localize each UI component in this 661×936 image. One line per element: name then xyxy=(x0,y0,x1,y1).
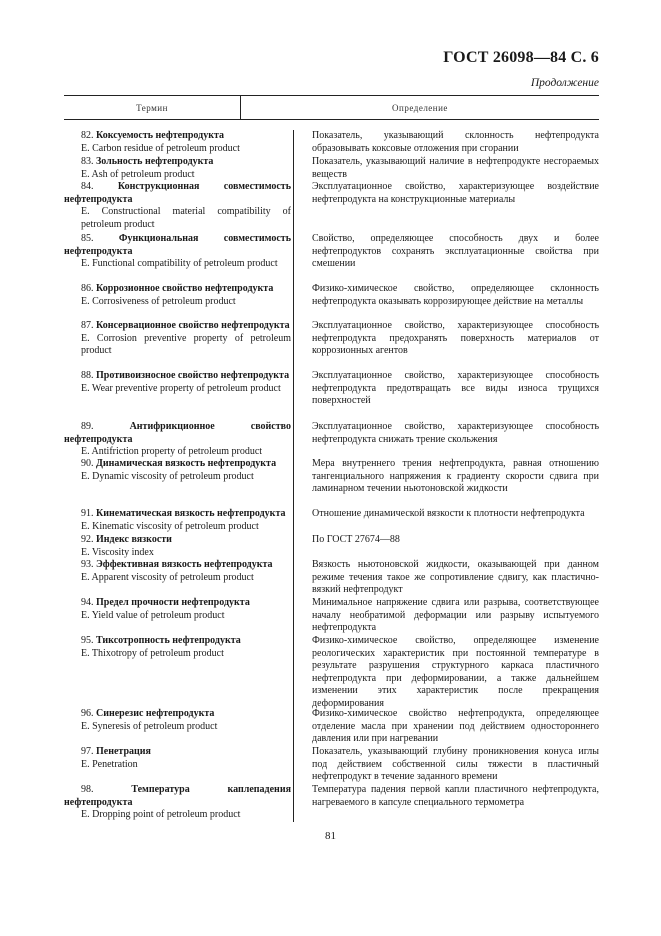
table-row xyxy=(64,597,599,635)
term-english: E. Ash of petroleum product xyxy=(81,168,195,180)
term-russian: Температура каплепадения нефтепродукта xyxy=(64,784,291,808)
definition-cell xyxy=(293,130,599,156)
definition-text: Вязкость ньютоновской жидкости, оказывающей при данном режиме течения такое же сопротивление сдвигу, как пластично-вязкий нефтепродукт xyxy=(312,559,599,595)
term-number: 84. xyxy=(81,181,94,192)
definition-cell xyxy=(293,458,599,508)
term-cell xyxy=(64,559,293,597)
term-cell xyxy=(64,130,293,156)
term-cell xyxy=(64,784,293,822)
table-header-rule xyxy=(64,119,599,120)
definition-text: Эксплуатационное свойство, характеризующее способность нефтепродукта предотвращать все виды износа трущихся поверхностей xyxy=(312,370,599,406)
continued-label: Продолжение xyxy=(530,77,599,89)
term-cell xyxy=(64,181,293,233)
term-number: 83. xyxy=(81,156,94,167)
table-row xyxy=(64,635,599,708)
table-row xyxy=(64,181,599,233)
definition-cell xyxy=(293,320,599,370)
term-english: E. Syneresis of petroleum product xyxy=(81,720,218,732)
definition-text: Показатель, указывающий склонность нефтепродукта образовывать коксовые отложения при сгорании xyxy=(312,130,599,154)
term-russian: Динамическая вязкость нефтепродукта xyxy=(96,458,277,469)
table-row xyxy=(64,233,599,283)
definition-cell xyxy=(293,156,599,181)
definition-cell xyxy=(293,597,599,635)
term-number: 91. xyxy=(81,508,94,519)
term-number: 88. xyxy=(81,370,94,381)
definition-cell xyxy=(293,283,599,320)
term-russian: Коксуемость нефтепродукта xyxy=(96,130,225,141)
standard-id: ГОСТ 26098—84 С. 6 xyxy=(443,49,599,66)
term-number: 86. xyxy=(81,283,94,294)
term-number: 97. xyxy=(81,746,94,757)
term-number: 92. xyxy=(81,534,94,545)
term-russian: Эффективная вязкость нефтепродукта xyxy=(96,559,273,570)
term-russian: Индекс вязкости xyxy=(96,534,172,545)
term-cell xyxy=(64,320,293,370)
table-row xyxy=(64,784,599,822)
definition-cell xyxy=(293,233,599,283)
term-cell xyxy=(64,635,293,708)
term-russian: Пенетрация xyxy=(96,746,151,757)
term-english: E. Kinematic viscosity of petroleum product xyxy=(81,520,259,532)
term-number: 90. xyxy=(81,458,94,469)
term-cell xyxy=(64,746,293,784)
definition-text: Отношение динамической вязкости к плотности нефтепродукта xyxy=(312,508,585,519)
definition-text: Физико-химическое свойство, определяющее изменение реологических характеристик при постоянной температуре в результате разрушения структурного каркаса пластичного нефтепродукта при деформировании, а также дальнейшем изменении этих характеристик после прекращения деформирования xyxy=(312,635,599,709)
table-row xyxy=(64,156,599,181)
term-cell xyxy=(64,534,293,559)
table-row xyxy=(64,534,599,559)
term-number: 82. xyxy=(81,130,94,141)
definition-cell xyxy=(293,708,599,746)
definition-cell xyxy=(293,635,599,708)
table-row xyxy=(64,458,599,508)
term-english: E. Corrosion preventive property of petroleum product xyxy=(81,332,291,356)
term-number: 98. xyxy=(81,784,94,795)
definition-text: Эксплуатационное свойство, характеризующее способность нефтепродукта снижать трение скольжения xyxy=(312,421,599,445)
definition-text: Температура падения первой капли пластичного нефтепродукта, нагреваемого в капсуле специального термометра xyxy=(312,784,599,808)
term-number: 85. xyxy=(81,233,94,244)
definition-text: Свойство, определяющее способность двух и более нефтепродуктов сохранять эксплуатационные свойства при смешении xyxy=(312,233,599,269)
table-row xyxy=(64,421,599,458)
table-row xyxy=(64,746,599,784)
term-english: E. Penetration xyxy=(81,758,138,770)
term-russian: Тиксотропность нефтепродукта xyxy=(96,635,241,646)
definition-cell xyxy=(293,508,599,534)
definition-text: Эксплуатационное свойство, характеризующее воздействие нефтепродукта на конструкционные материалы xyxy=(312,181,599,205)
term-english: E. Antifriction property of petroleum product xyxy=(81,446,263,457)
term-english: E. Yield value of petroleum product xyxy=(81,609,225,621)
definition-text: По ГОСТ 27674—88 xyxy=(312,534,400,545)
table-row xyxy=(64,130,599,156)
definition-cell xyxy=(293,534,599,559)
term-english: E. Dynamic viscosity of petroleum product xyxy=(81,470,254,482)
term-number: 87. xyxy=(81,320,94,331)
definition-text: Физико-химическое свойство, определяющее склонность нефтепродукта оказывать коррозирующее действие на металлы xyxy=(312,283,599,307)
table-row xyxy=(64,508,599,534)
term-english: E. Dropping point of petroleum product xyxy=(81,809,241,820)
term-english: E. Functional compatibility of petroleum product xyxy=(81,258,278,269)
term-cell xyxy=(64,597,293,635)
term-number: 93. xyxy=(81,559,94,570)
term-russian: Антифрикционное свойство нефтепродукта xyxy=(64,421,291,445)
term-cell xyxy=(64,458,293,508)
table-row xyxy=(64,320,599,370)
term-cell xyxy=(64,233,293,283)
term-number: 94. xyxy=(81,597,94,608)
definition-text: Мера внутреннего трения нефтепродукта, равная отношению тангенциального напряжения к градиенту скорости сдвига при ламинарном течении ньютоновской жидкости xyxy=(312,458,599,494)
term-number: 89. xyxy=(81,421,94,432)
term-english: E. Thixotropy of petroleum product xyxy=(81,647,224,659)
term-cell xyxy=(64,370,293,421)
term-number: 96. xyxy=(81,708,94,719)
table-row xyxy=(64,370,599,421)
definition-text: Физико-химическое свойство нефтепродукта, определяющее отделение масла при хранении под действием одностороннего давления или при нагревании xyxy=(312,708,599,744)
term-english: E. Viscosity index xyxy=(81,546,154,558)
definition-cell xyxy=(293,784,599,822)
term-russian: Консервационное свойство нефтепродукта xyxy=(96,320,290,331)
definition-cell xyxy=(293,181,599,233)
definition-cell xyxy=(293,370,599,421)
term-russian: Функциональная совместимость нефтепродукта xyxy=(64,233,291,257)
term-russian: Конструкционная совместимость нефтепродукта xyxy=(64,181,292,205)
term-russian: Синерезис нефтепродукта xyxy=(96,708,215,719)
term-english: E. Constructional material compatibility of petroleum product xyxy=(81,206,291,230)
term-russian: Предел прочности нефтепродукта xyxy=(96,597,250,608)
term-russian: Зольность нефтепродукта xyxy=(96,156,214,167)
header-definition: Определение xyxy=(240,96,599,119)
terms-table xyxy=(64,130,599,822)
term-russian: Противоизносное свойство нефтепродукта xyxy=(96,370,290,381)
term-cell xyxy=(64,156,293,181)
term-russian: Кинематическая вязкость нефтепродукта xyxy=(96,508,286,519)
term-cell xyxy=(64,283,293,320)
header-term: Термин xyxy=(136,102,168,113)
definition-cell xyxy=(293,421,599,458)
definition-cell xyxy=(293,746,599,784)
definition-text: Минимальное напряжение сдвига или разрыва, соответствующее началу необратимой деформации или разрыву испытуемого нефтепродукта xyxy=(312,597,599,633)
term-number: 95. xyxy=(81,635,94,646)
definition-cell xyxy=(293,559,599,597)
term-cell xyxy=(64,421,293,458)
term-english: E. Carbon residue of petroleum product xyxy=(81,142,240,154)
term-english: E. Corrosiveness of petroleum product xyxy=(81,295,236,307)
table-row xyxy=(64,559,599,597)
term-english: E. Apparent viscosity of petroleum product xyxy=(81,571,254,583)
page-number: 81 xyxy=(325,830,336,842)
table-row xyxy=(64,708,599,746)
definition-text: Эксплуатационное свойство, характеризующее способность нефтепродукта предохранять поверхность материалов от коррозионных агентов xyxy=(312,320,599,356)
definition-text: Показатель, указывающий глубину проникновения конуса иглы под действием собственной силы тяжести в пластичный нефтепродукт в течение заданного времени xyxy=(312,746,599,782)
table-header xyxy=(64,96,599,119)
term-english: E. Wear preventive property of petroleum product xyxy=(81,382,281,394)
term-cell xyxy=(64,708,293,746)
term-russian: Коррозионное свойство нефтепродукта xyxy=(96,283,274,294)
term-cell xyxy=(64,508,293,534)
table-row xyxy=(64,283,599,320)
definition-text: Показатель, указывающий наличие в нефтепродукте несгораемых веществ xyxy=(312,156,599,180)
